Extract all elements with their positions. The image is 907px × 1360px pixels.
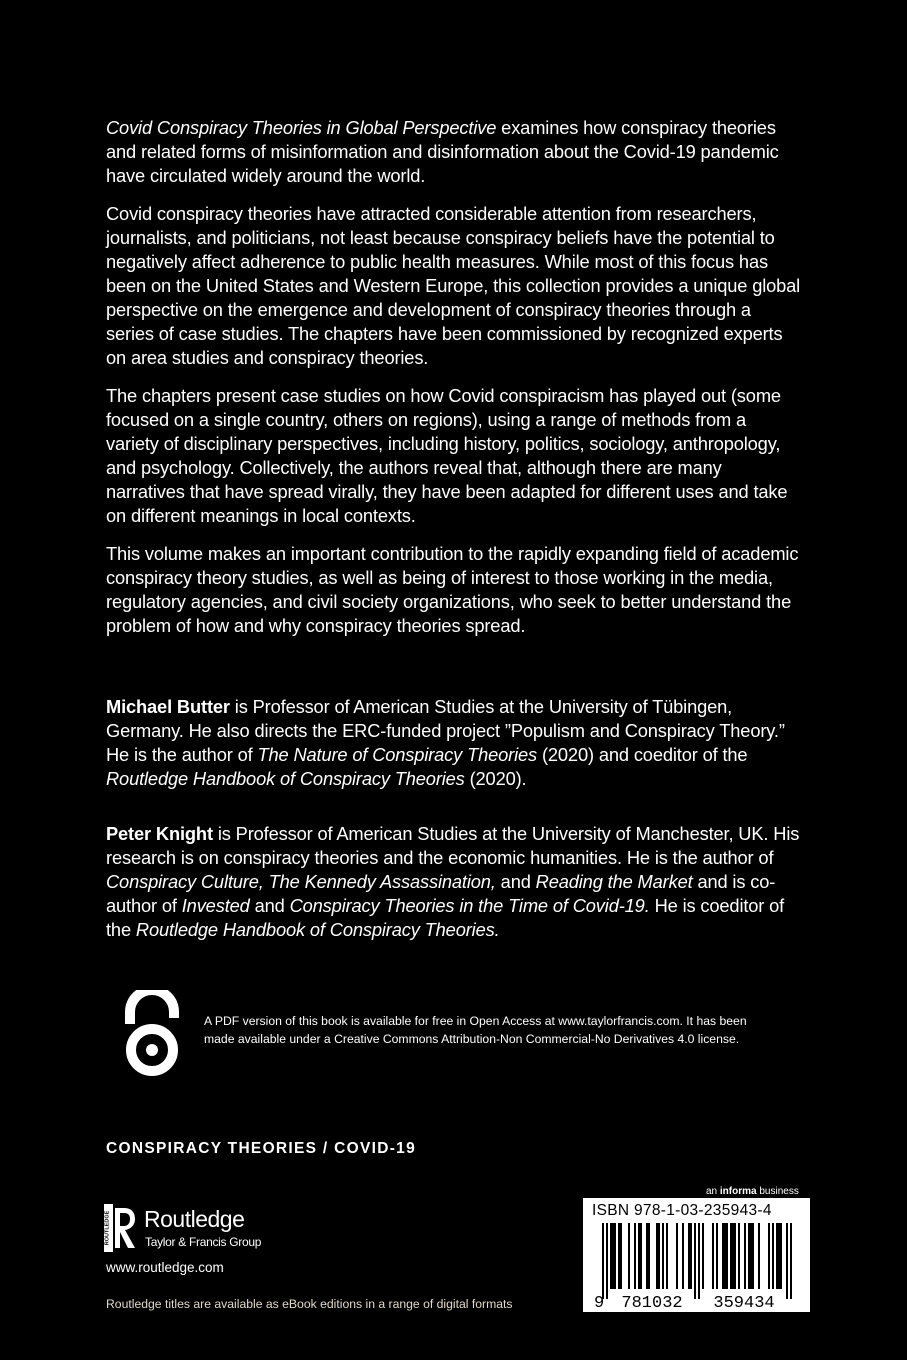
publisher-name: Routledge	[144, 1206, 245, 1232]
publisher-logo	[104, 1204, 304, 1256]
barcode-digits-left: 781032	[621, 1294, 683, 1309]
bio-text: is Professor of American Studies at the University of Manchester, UK. His research is on conspiracy theories and the economic humanities. He is the author of	[106, 823, 800, 868]
barcode-bar	[676, 1223, 678, 1289]
informa-tag	[706, 1186, 799, 1197]
barcode-bar	[712, 1223, 714, 1289]
barcode-bar	[688, 1223, 690, 1289]
barcode-bar	[690, 1223, 692, 1289]
barcode-bar	[730, 1223, 732, 1289]
bio-title: Conspiracy Culture, The Kennedy Assassination,	[106, 871, 496, 892]
barcode-bar	[666, 1223, 668, 1289]
bio-text: (2020).	[464, 768, 527, 789]
open-access-icon	[118, 990, 186, 1076]
blurb-paragraph-2: Covid conspiracy theories have attracted considerable attention from researchers, journalists, and politicians, not least because conspiracy beliefs have the potential to negatively affect adherence to public health measures. While most of this focus has been on the United States and Western Europe, this collection provides a unique global perspective on the emergence and development of conspiracy theories through a series of case studies. The chapters have been commissioned by recognized experts on area studies and conspiracy theories.	[106, 203, 801, 368]
barcode-bar	[628, 1223, 630, 1289]
barcode-bar	[776, 1223, 778, 1289]
author-bio-butter	[106, 695, 802, 791]
barcode-bar	[646, 1223, 648, 1289]
bio-title: Routledge Handbook of Conspiracy Theories.	[135, 919, 500, 940]
barcode-bar	[732, 1223, 734, 1289]
routledge-r-icon	[104, 1204, 136, 1252]
open-access-note: A PDF version of this book is available for free in Open Access at www.taylorfrancis.com. It has been made available under a Creative Commons Attribution-Non Commercial-No Derivatives 4.0 license.	[204, 1014, 747, 1046]
barcode-bar	[734, 1223, 736, 1289]
book-title: Covid Conspiracy Theories in Global Perspective	[106, 117, 497, 138]
barcode-bar	[682, 1223, 684, 1289]
barcode-bar	[702, 1223, 704, 1289]
barcode-bar	[614, 1223, 616, 1289]
barcode-bar	[722, 1223, 724, 1289]
blurb-p1-text: examines how conspiracy theories and related forms of misinformation and disinformation about the Covid-19 pandemic have circulated widely around the world.	[106, 117, 779, 186]
barcode-bar	[780, 1223, 782, 1289]
barcode-bar	[724, 1223, 726, 1289]
barcode-bar	[610, 1223, 612, 1289]
barcode-bar	[752, 1223, 754, 1289]
blurb-paragraph-4: This volume makes an important contribution to the rapidly expanding field of academic conspiracy theory studies, as well as being of interest to those working in the media, regulatory agencies, and civil society organizations, who seek to better understand the problem of how and why conspiracy theories spread.	[106, 543, 799, 636]
barcode-bar	[750, 1223, 752, 1289]
barcode-bar	[738, 1223, 740, 1289]
barcode-bar	[606, 1223, 608, 1299]
informa-prefix: an	[706, 1186, 720, 1197]
barcode-bar	[648, 1223, 650, 1289]
barcode-graphic	[591, 1223, 802, 1309]
publisher-website: www.routledge.com	[106, 1260, 224, 1275]
informa-brand: informa	[719, 1186, 757, 1197]
barcode-bar	[694, 1223, 696, 1299]
barcode-bar	[768, 1223, 770, 1289]
barcode-bar	[772, 1223, 774, 1289]
blurb-paragraph-3: The chapters present case studies on how Covid conspiracism has played out (some focused on a single country, others on regions), using a range of methods from a variety of disciplinary perspectives, including history, politics, sociology, anthropology, and psychology. Collectively, the authors reveal that, although there are many narratives that have spread virally, they have been adapted for different uses and take on different meanings in local contexts.	[106, 385, 788, 526]
bio-text: He is coeditor of the	[106, 895, 785, 940]
bio-text: and is co-author of	[106, 871, 776, 916]
isbn-barcode	[583, 1198, 810, 1312]
bio-title: Reading the Market	[535, 871, 693, 892]
barcode-bar	[602, 1223, 604, 1299]
publisher-group: Taylor & Francis Group	[145, 1235, 262, 1249]
bio-text: is Professor of American Studies at the University of Tübingen, Germany. He also directs the ERC-funded project ”Populism and Conspiracy Theory.” He is the author of	[106, 696, 785, 765]
barcode-bar	[634, 1223, 636, 1289]
barcode-bar	[612, 1223, 614, 1289]
barcode-bar	[778, 1223, 780, 1289]
barcode-bar	[726, 1223, 728, 1289]
bio-title: Routledge Handbook of Conspiracy Theories	[106, 768, 465, 789]
bio-title: Invested	[181, 895, 250, 916]
barcode-bar	[748, 1223, 750, 1289]
barcode-bar	[658, 1223, 660, 1289]
barcode-bar	[656, 1223, 658, 1289]
barcode-bar	[758, 1223, 760, 1289]
barcode-digits-right: 359434	[713, 1294, 775, 1309]
barcode-bar	[618, 1223, 620, 1289]
barcode-digit-first: 9	[594, 1294, 605, 1309]
author-name: Michael Butter	[106, 696, 230, 717]
barcode-bar	[662, 1223, 664, 1289]
barcode-bar	[638, 1223, 640, 1289]
barcode-bar	[716, 1223, 718, 1289]
bio-text: and	[249, 895, 290, 916]
ebook-note: Routledge titles are available as eBook editions in a range of digital formats	[106, 1297, 513, 1311]
blurb-paragraph-1	[106, 116, 802, 188]
bio-text: (2020) and coeditor of the	[537, 744, 748, 765]
bio-title: Conspiracy Theories in the Time of Covid-19.	[289, 895, 650, 916]
author-name: Peter Knight	[106, 823, 213, 844]
isbn-label: ISBN 978-1-03-235943-4	[592, 1202, 772, 1219]
informa-suffix: business	[756, 1186, 799, 1197]
barcode-bar	[620, 1223, 622, 1289]
subject-category: CONSPIRACY THEORIES / COVID-19	[106, 1140, 417, 1157]
barcode-bar	[790, 1223, 792, 1299]
barcode-bar	[698, 1223, 700, 1299]
blurb	[106, 116, 802, 638]
vertical-mark-text: ROUTLEDGE	[104, 1210, 111, 1246]
barcode-bar	[786, 1223, 788, 1299]
barcode-bar	[640, 1223, 642, 1289]
bio-text: and	[495, 871, 536, 892]
bio-title: The Nature of Conspiracy Theories	[257, 744, 538, 765]
barcode-bar	[744, 1223, 746, 1289]
author-bio-knight	[106, 822, 802, 942]
